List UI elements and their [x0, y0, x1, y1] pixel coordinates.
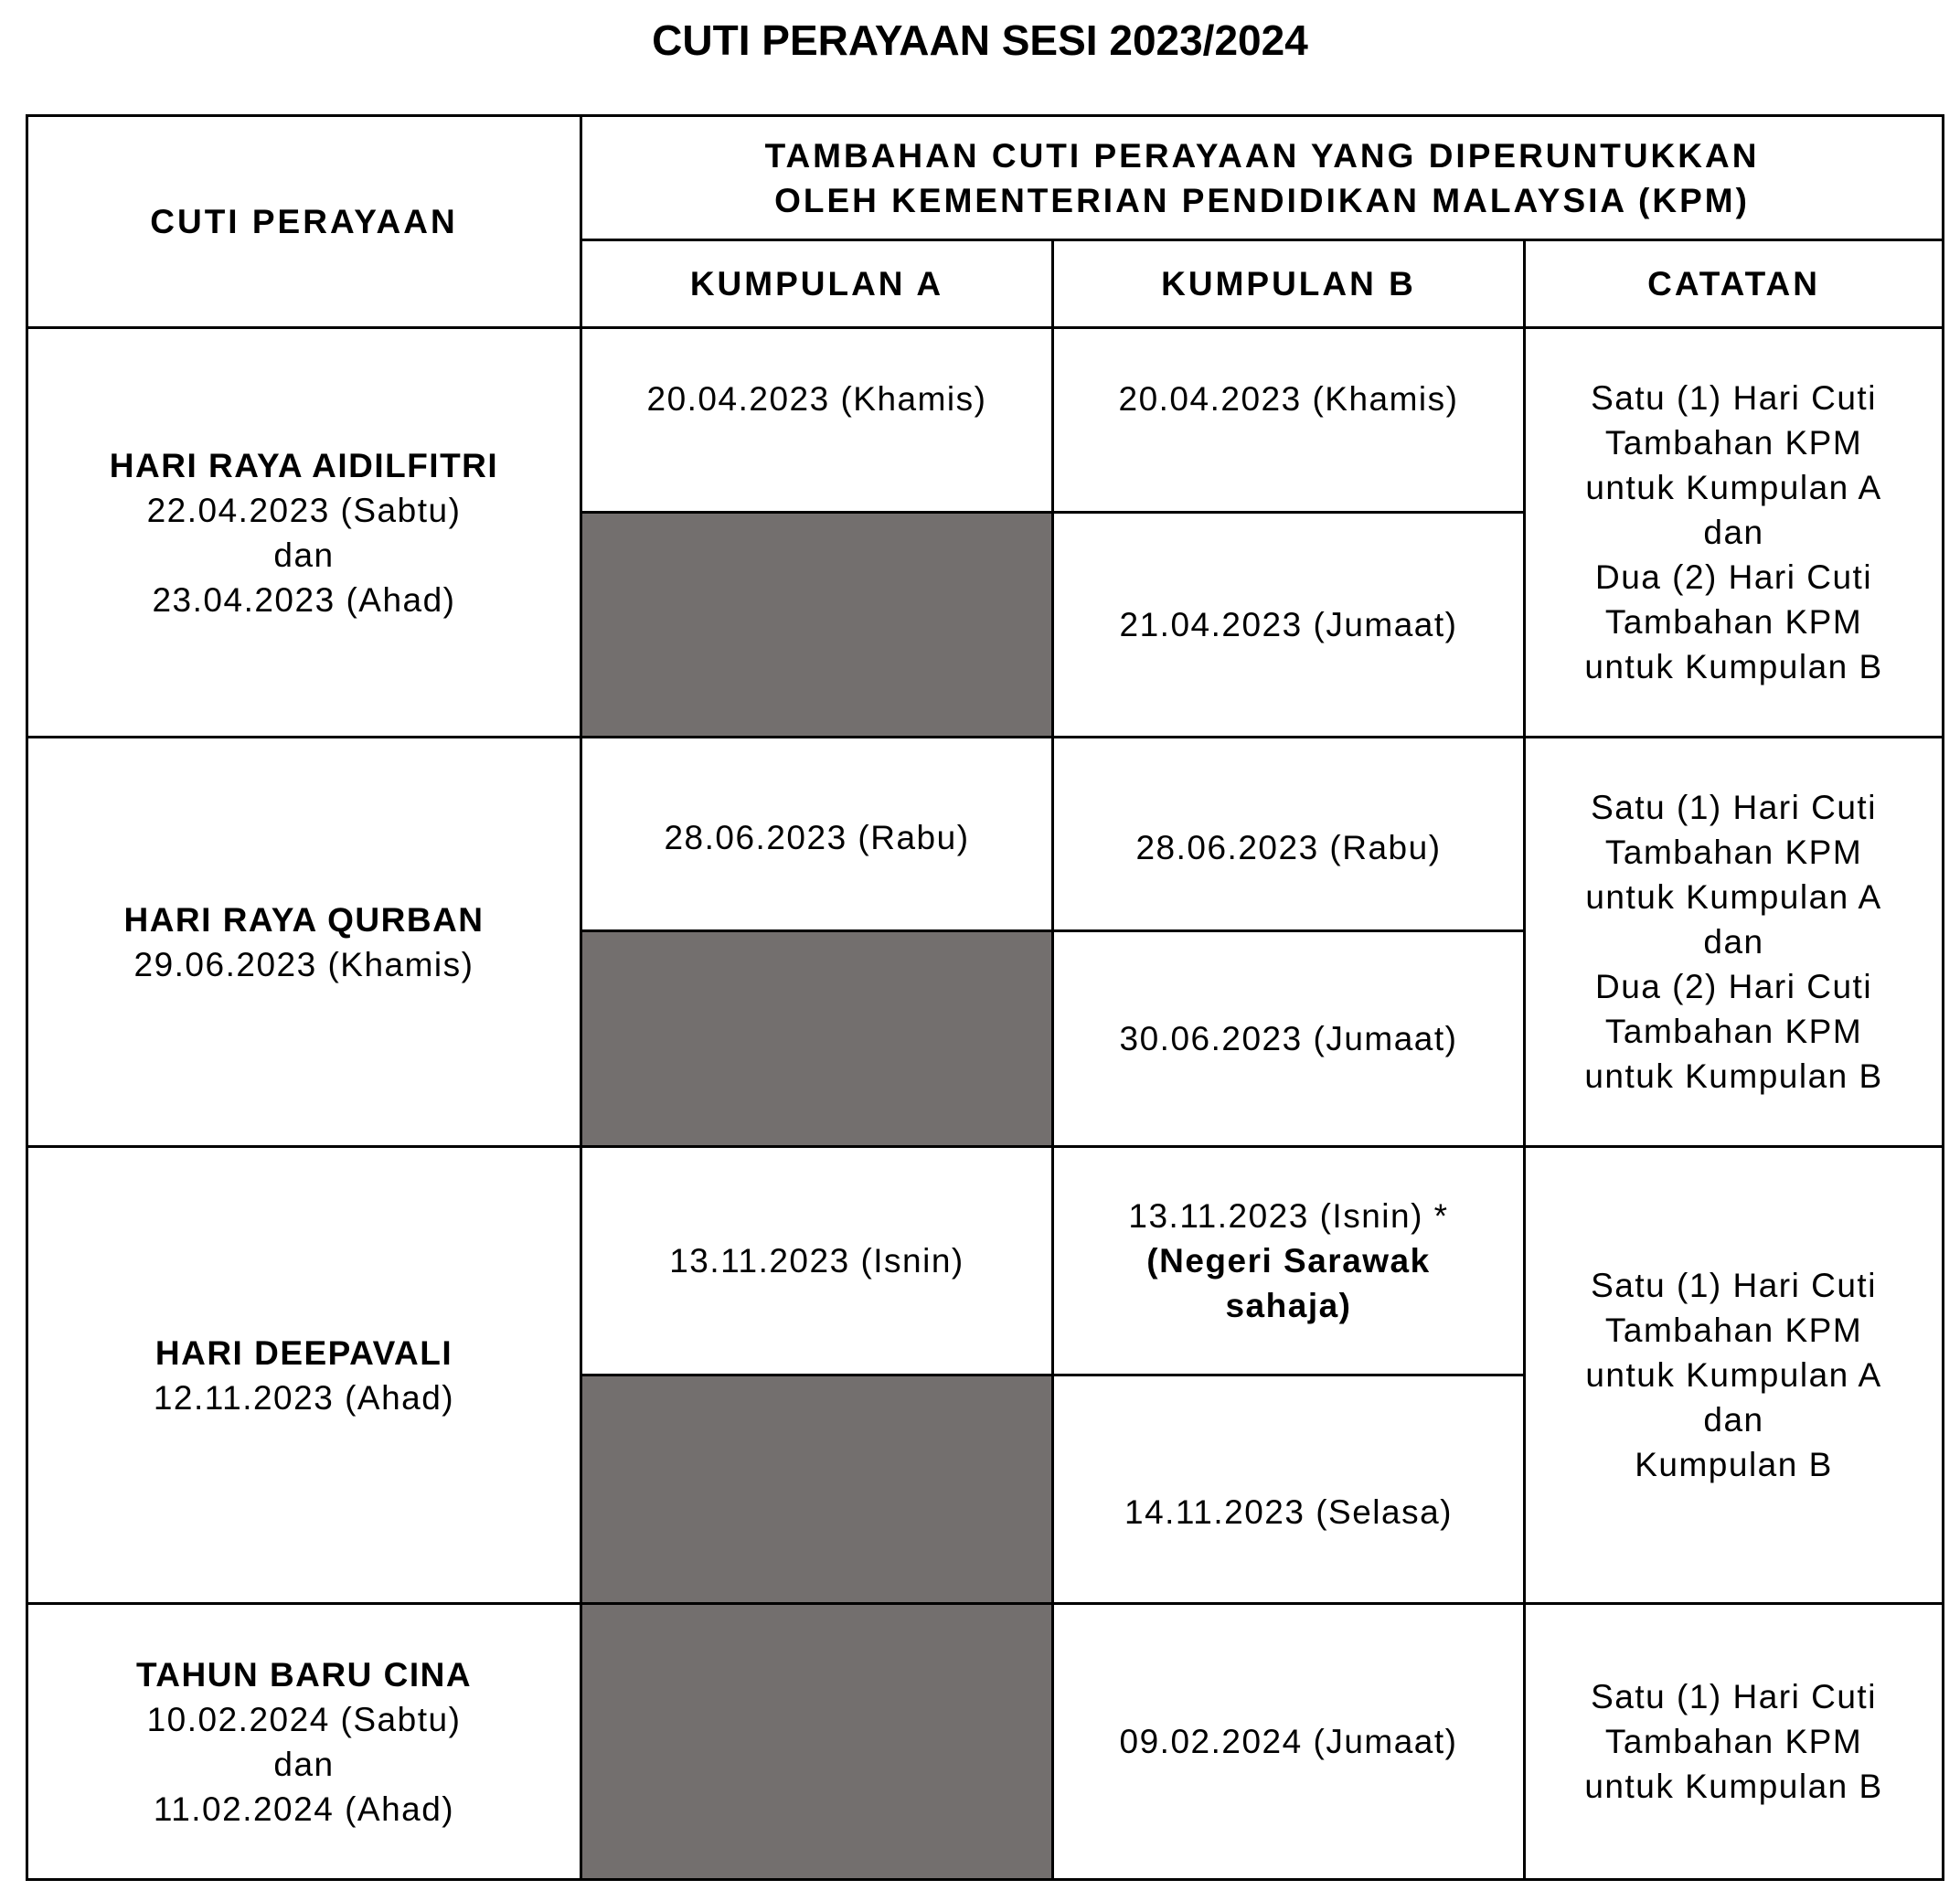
- header-kpm-line-1: TAMBAHAN CUTI PERAYAAN YANG DIPERUNTUKKAN: [764, 136, 1760, 175]
- catatan-line: untuk Kumpulan A: [1585, 878, 1882, 916]
- catatan-cell: [1525, 1147, 1944, 1604]
- festival-cell: [27, 1147, 581, 1604]
- catatan-line: Tambahan KPM: [1604, 1312, 1863, 1349]
- catatan-line: Tambahan KPM: [1604, 1013, 1863, 1050]
- catatan-line: Tambahan KPM: [1604, 424, 1863, 462]
- kumpulan-a-cell: 13.11.2023 (Isnin): [581, 1147, 1053, 1375]
- catatan-line: Dua (2) Hari Cuti: [1594, 558, 1873, 596]
- catatan-line: dan: [1703, 923, 1764, 961]
- table-row: [27, 328, 1944, 513]
- header-festival: CUTI PERAYAAN: [27, 116, 581, 328]
- catatan-line: Satu (1) Hari Cuti: [1591, 379, 1877, 417]
- kumpulan-b-cell: 21.04.2023 (Jumaat): [1053, 513, 1525, 738]
- festival-date: 10.02.2024 (Sabtu): [146, 1700, 462, 1738]
- kumpulan-b-cell: [1053, 1147, 1525, 1375]
- catatan-line: Satu (1) Hari Cuti: [1591, 1678, 1877, 1715]
- catatan-line: Satu (1) Hari Cuti: [1591, 1267, 1877, 1304]
- shaded-empty-cell: [581, 513, 1053, 738]
- festival-cell: [27, 328, 581, 738]
- catatan-line: Kumpulan B: [1635, 1446, 1833, 1483]
- kumpulan-b-cell: 28.06.2023 (Rabu): [1053, 738, 1525, 931]
- festival-date: 29.06.2023 (Khamis): [133, 945, 474, 983]
- catatan-line: dan: [1703, 1401, 1764, 1439]
- header-kpm-additional: [581, 116, 1944, 240]
- catatan-line: untuk Kumpulan B: [1584, 1057, 1883, 1095]
- festival-name: HARI DEEPAVALI: [154, 1333, 453, 1372]
- table-row: [27, 1147, 1944, 1375]
- shaded-empty-cell: [581, 1604, 1053, 1880]
- festival-date-joiner: dan: [273, 536, 335, 574]
- festival-name: HARI RAYA AIDILFITRI: [109, 446, 499, 484]
- festival-date: 12.11.2023 (Ahad): [153, 1378, 455, 1417]
- header-row-1: [27, 116, 1944, 240]
- festival-date: 23.04.2023 (Ahad): [152, 580, 456, 619]
- festival-date-joiner: dan: [273, 1745, 335, 1783]
- festival-name: TAHUN BARU CINA: [135, 1655, 473, 1694]
- catatan-line: untuk Kumpulan A: [1585, 469, 1882, 506]
- kumpulan-a-cell: 28.06.2023 (Rabu): [581, 738, 1053, 931]
- kumpulan-b-cell: 14.11.2023 (Selasa): [1053, 1375, 1525, 1604]
- festival-cell: [27, 738, 581, 1147]
- festival-cell: [27, 1604, 581, 1880]
- catatan-line: dan: [1703, 514, 1764, 551]
- festival-holiday-table: [26, 114, 1944, 1881]
- catatan-line: Dua (2) Hari Cuti: [1594, 968, 1873, 1005]
- kumpulan-b-date: 13.11.2023 (Isnin) *: [1128, 1197, 1449, 1235]
- sarawak-only-note: (Negeri Sarawak: [1146, 1242, 1431, 1280]
- kumpulan-b-cell: 09.02.2024 (Jumaat): [1053, 1604, 1525, 1880]
- catatan-line: Tambahan KPM: [1604, 1723, 1863, 1760]
- table-row: [27, 1604, 1944, 1880]
- header-kumpulan-b: KUMPULAN B: [1053, 240, 1525, 328]
- catatan-line: Tambahan KPM: [1604, 603, 1863, 641]
- catatan-line: untuk Kumpulan B: [1584, 648, 1883, 685]
- header-kumpulan-a: KUMPULAN A: [581, 240, 1053, 328]
- catatan-line: untuk Kumpulan A: [1585, 1356, 1882, 1394]
- catatan-cell: [1525, 738, 1944, 1147]
- table-row: [27, 738, 1944, 931]
- shaded-empty-cell: [581, 1375, 1053, 1604]
- kumpulan-a-cell: 20.04.2023 (Khamis): [581, 328, 1053, 513]
- catatan-cell: [1525, 1604, 1944, 1880]
- catatan-cell: [1525, 328, 1944, 738]
- page-title: CUTI PERAYAAN SESI 2023/2024: [652, 16, 1308, 64]
- catatan-line: untuk Kumpulan B: [1584, 1768, 1883, 1805]
- catatan-line: Tambahan KPM: [1604, 834, 1863, 871]
- catatan-line: Satu (1) Hari Cuti: [1591, 789, 1877, 826]
- festival-date: 22.04.2023 (Sabtu): [146, 491, 462, 529]
- kumpulan-b-cell: 20.04.2023 (Khamis): [1053, 328, 1525, 513]
- festival-name: HARI RAYA QURBAN: [123, 900, 485, 939]
- kumpulan-b-cell: 30.06.2023 (Jumaat): [1053, 931, 1525, 1147]
- festival-date: 11.02.2024 (Ahad): [153, 1789, 455, 1828]
- shaded-empty-cell: [581, 931, 1053, 1147]
- header-catatan: CATATAN: [1525, 240, 1944, 328]
- header-kpm-line-2: OLEH KEMENTERIAN PENDIDIKAN MALAYSIA (KPM): [774, 181, 1750, 219]
- sarawak-only-note: sahaja): [1225, 1287, 1352, 1324]
